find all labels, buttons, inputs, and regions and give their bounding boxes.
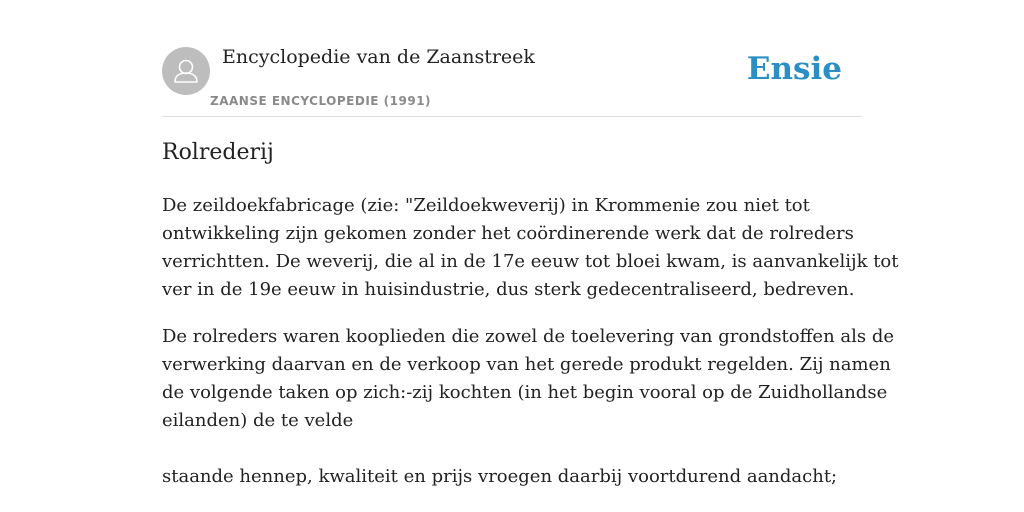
article-title: Rolrederij	[162, 140, 274, 165]
paragraph-line: eilanden) de te velde	[162, 410, 354, 431]
paragraph-line: verwerking daarvan en de verkoop van het gerede produkt regelden. Zij namen	[162, 354, 891, 375]
article-paragraph	[162, 192, 899, 304]
paragraph-line: de volgende taken op zich:-zij kochten (in het begin vooral op de Zuidhollandse	[162, 382, 888, 403]
article-body	[162, 192, 899, 510]
source-title[interactable]: Encyclopedie van de Zaanstreek	[222, 46, 535, 68]
article-paragraph	[162, 323, 895, 491]
paragraph-line: De zeildoekfabricage (zie: "Zeildoekweverij) in Krommenie zou niet tot	[162, 195, 810, 216]
paragraph-line: ver in de 19e eeuw in huisindustrie, dus sterk gedecentraliseerd, bedreven.	[162, 279, 855, 300]
brand-logo[interactable]: Ensie	[746, 51, 842, 87]
paragraph-line: staande hennep, kwaliteit en prijs vroegen daarbij voortdurend aandacht;	[162, 466, 838, 487]
paragraph-line: verrichtten. De weverij, die al in de 17e eeuw tot bloei kwam, is aanvankelijk tot	[162, 251, 899, 272]
user-icon	[162, 47, 210, 95]
source-subtitle[interactable]: ZAANSE ENCYCLOPEDIE (1991)	[210, 94, 432, 108]
header	[162, 0, 862, 117]
paragraph-line: De rolreders waren kooplieden die zowel de toelevering van grondstoffen als de	[162, 326, 895, 347]
avatar	[162, 47, 210, 95]
paragraph-gap	[162, 435, 862, 463]
paragraph-line: ontwikkeling zijn gekomen zonder het coördinerende werk dat de rolreders	[162, 223, 854, 244]
